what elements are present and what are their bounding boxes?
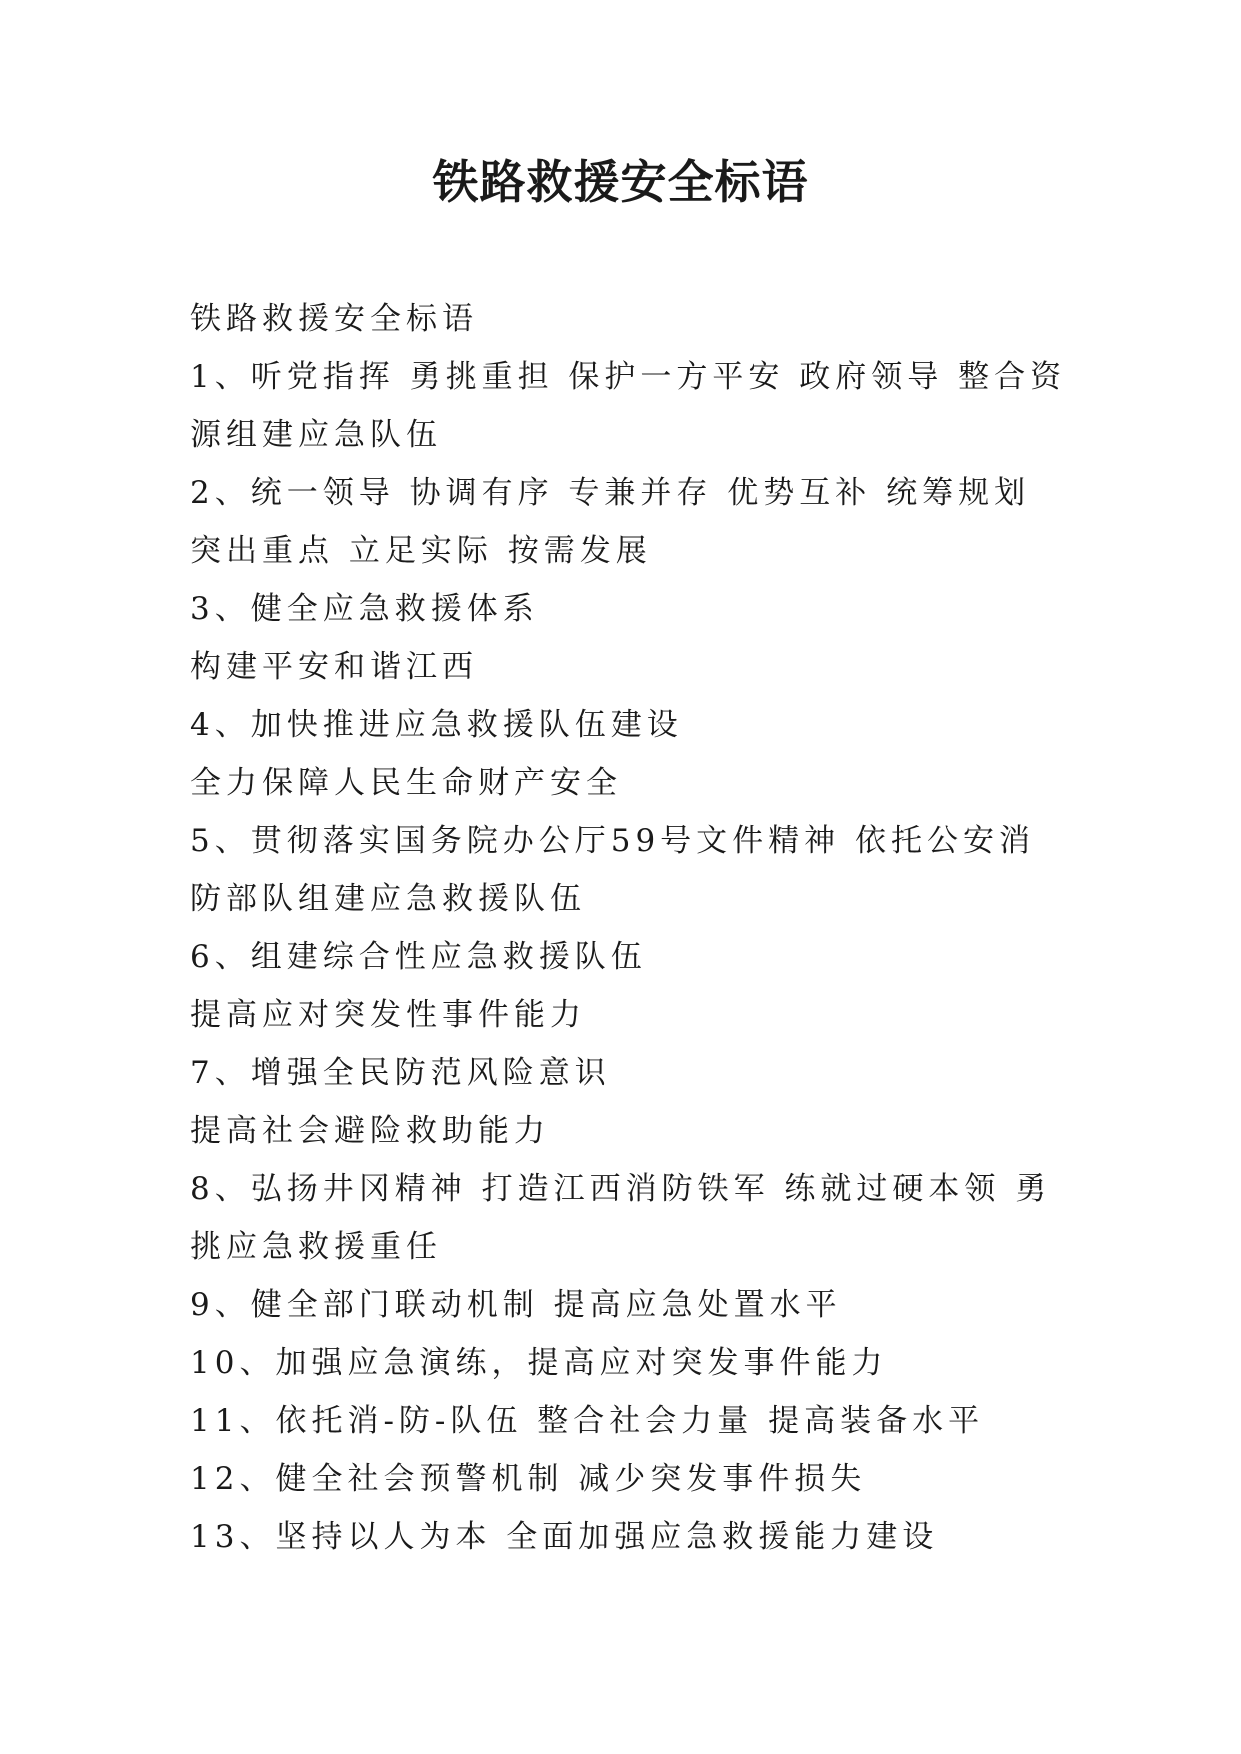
slogan-5: 5、贯彻落实国务院办公厅59号文件精神 依托公安消防部队组建应急救援队伍 (190, 823, 1036, 917)
slogan-7-continued: 提高社会避险救助能力 (190, 1113, 550, 1149)
slogan-2: 2、统一领导 协调有序 专兼并存 优势互补 统筹规划 突出重点 立足实际 按需发展 (190, 475, 1045, 569)
slogan-7: 7、增强全民防范风险意识 (190, 1055, 611, 1091)
slogan-3: 3、健全应急救援体系 (190, 591, 539, 627)
slogan-6-continued: 提高应对突发性事件能力 (190, 997, 586, 1033)
slogan-11: 11、依托消-防-队伍 整合社会力量 提高装备水平 (190, 1403, 985, 1439)
slogan-10: 10、加强应急演练，提高应对突发事件能力 (190, 1345, 888, 1381)
document-title: 铁路救援安全标语 (432, 155, 809, 209)
slogan-8: 8、弘扬井冈精神 打造江西消防铁军 练就过硬本领 勇挑应急救援重任 (190, 1171, 1052, 1265)
slogan-9: 9、健全部门联动机制 提高应急处置水平 (190, 1287, 842, 1323)
paragraph-subtitle: 铁路救援安全标语 (190, 301, 478, 337)
slogan-6: 6、组建综合性应急救援队伍 (190, 939, 647, 975)
document-body (190, 290, 1070, 1566)
slogan-12: 12、健全社会预警机制 减少突发事件损失 (190, 1461, 867, 1497)
slogan-4-continued: 全力保障人民生命财产安全 (190, 765, 622, 801)
slogan-3-continued: 构建平安和谐江西 (190, 649, 478, 685)
slogan-13: 13、坚持以人为本 全面加强应急救援能力建设 (190, 1519, 939, 1555)
slogan-4: 4、加快推进应急救援队伍建设 (190, 707, 683, 743)
slogan-1: 1、听党指挥 勇挑重担 保护一方平安 政府领导 整合资源组建应急队伍 (190, 359, 1067, 453)
